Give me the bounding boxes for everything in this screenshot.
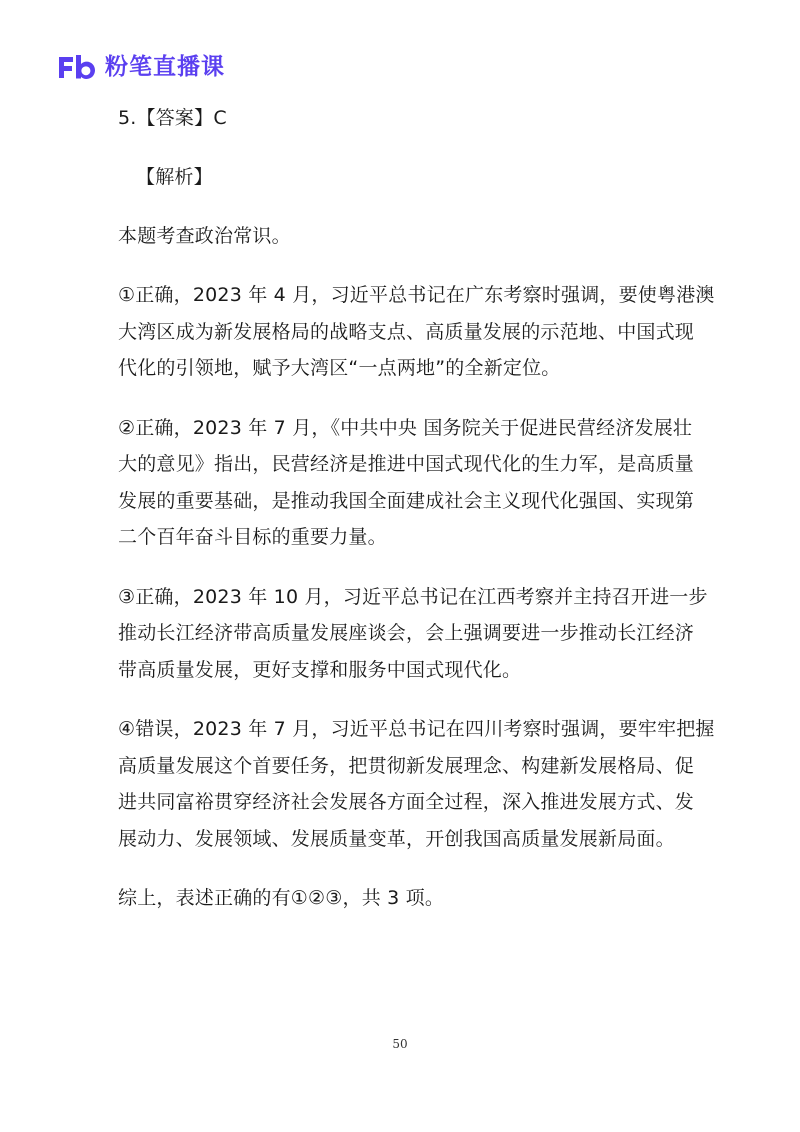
paragraph-4 <box>118 711 715 857</box>
fenbi-logo-icon <box>57 53 97 81</box>
paragraph-line: 大湾区成为新发展格局的战略支点、高质量发展的示范地、中国式现 <box>118 320 695 343</box>
paragraph-line: 发展的重要基础，是推动我国全面建成社会主义现代化强国、实现第 <box>118 489 695 512</box>
analysis-label: 【解析】 <box>136 166 213 188</box>
paragraph-line: 二个百年奋斗目标的重要力量。 <box>118 526 387 548</box>
paragraph-line: 高质量发展这个首要任务，把贯彻新发展理念、构建新发展格局、促 <box>118 754 695 777</box>
paragraph-line: 大的意见》指出，民营经济是推进中国式现代化的生力军，是高质量 <box>118 453 695 475</box>
paragraph-line: 展动力、发展领域、发展质量变革，开创我国高质量发展新局面。 <box>118 827 675 850</box>
paragraph-line: 代化的引领地，赋予大湾区“一点两地”的全新定位。 <box>118 357 561 379</box>
logo-text: 粉笔直播课 <box>105 54 225 80</box>
paragraph-2 <box>118 410 698 556</box>
paragraph-line: ②正确，2023 年 7 月，《中共中央 国务院关于促进民营经济发展壮 <box>118 416 693 439</box>
paragraph-line: ③正确，2023 年 10 月，习近平总书记在江西考察并主持召开进一步 <box>118 585 708 608</box>
page-number: 50 <box>392 1037 408 1051</box>
paragraph-1 <box>118 277 715 387</box>
paragraph-line: 带高质量发展，更好支撑和服务中国式现代化。 <box>118 658 522 681</box>
paragraph-3 <box>118 579 708 689</box>
paragraph-line: 进共同富裕贯穿经济社会发展各方面全过程，深入推进发展方式、发 <box>118 791 695 813</box>
intro-text: 本题考查政治常识。 <box>118 225 291 247</box>
answer-line: 5.【答案】C <box>118 107 227 129</box>
paragraph-line: ④错误，2023 年 7 月，习近平总书记在四川考察时强调，要牢牢把握 <box>118 718 715 740</box>
paragraph-line: ①正确，2023 年 4 月，习近平总书记在广东考察时强调，要使粤港澳 <box>118 284 715 306</box>
paragraph-line: 推动长江经济带高质量发展座谈会，会上强调要进一步推动长江经济 <box>118 622 695 644</box>
brand-logo <box>57 52 225 82</box>
document-body <box>118 100 715 916</box>
summary-text: 综上，表述正确的有①②③，共 3 项。 <box>118 887 445 909</box>
